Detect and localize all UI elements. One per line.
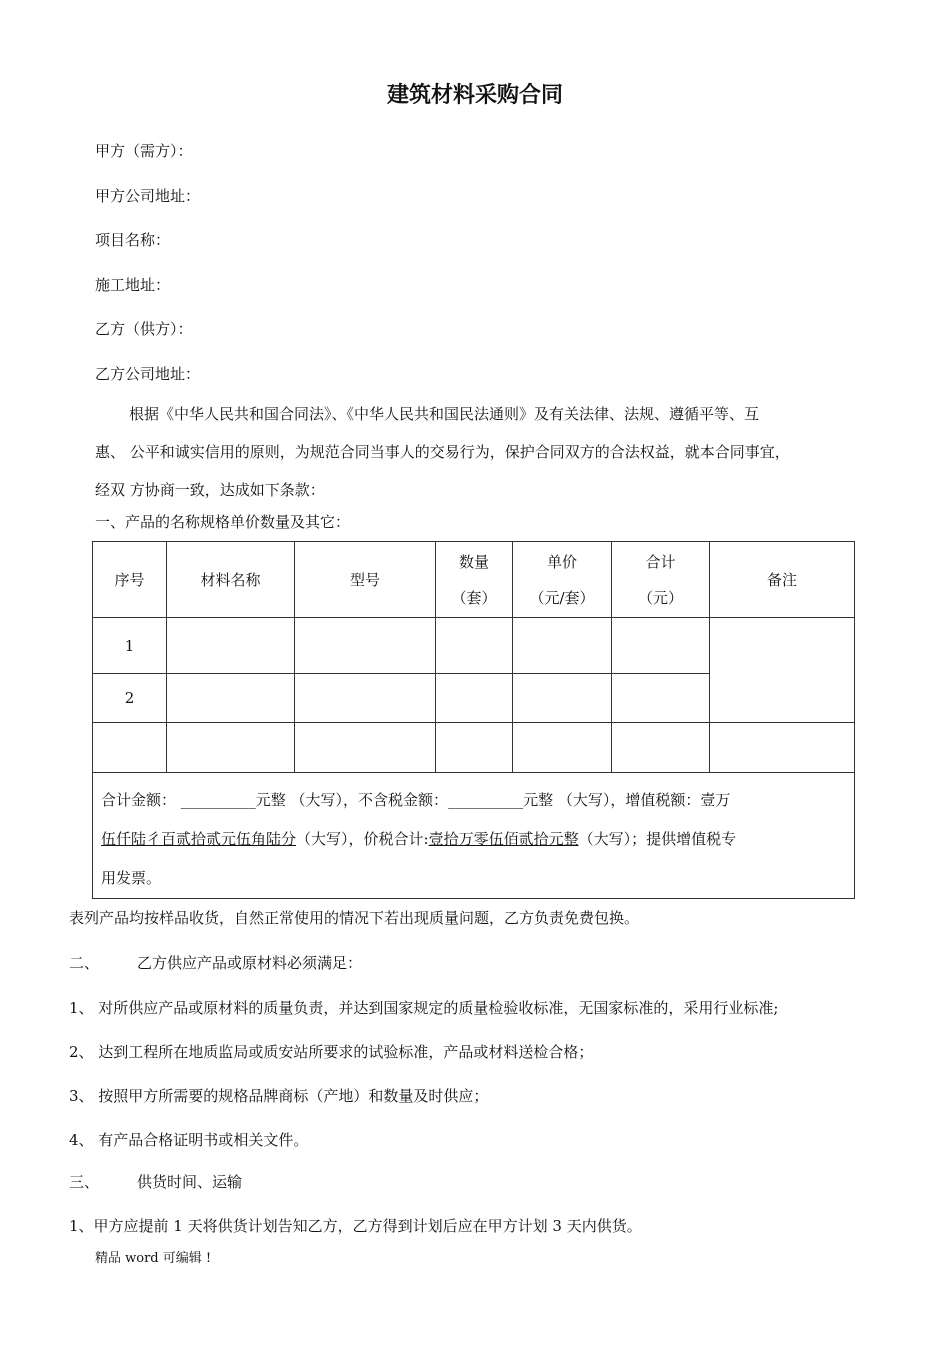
party-a-field: 甲方（需方）： (95, 142, 193, 160)
section-3-number: 三、 (69, 1173, 100, 1191)
project-name-field: 项目名称： (95, 231, 171, 249)
cell-model (295, 674, 436, 723)
site-address-field: 施工地址： (95, 276, 171, 294)
party-a-address-field: 甲方公司地址： (95, 187, 201, 205)
cell-quantity (436, 674, 513, 723)
header-quantity-unit: （套） (451, 588, 497, 607)
section-2-number: 二、 (69, 954, 100, 972)
document-title: 建筑材料采购合同 (386, 82, 563, 108)
table-summary-row (93, 773, 855, 899)
cell-total (612, 674, 710, 723)
row-seq: 1 (93, 618, 167, 674)
cell-model (295, 618, 436, 674)
vat-amount-value: 伍仟陆彳百贰拾贰元伍角陆分 (101, 830, 297, 848)
cell-quantity (436, 723, 513, 773)
cell-quantity (436, 618, 513, 674)
after-table-note: 表列产品均按样品收货，自然正常使用的情况下若出现质量问题，乙方负责免费包换。 (69, 909, 640, 927)
materials-table (92, 541, 855, 899)
section-2-item: 3、 按照甲方所需要的规格品牌商标（产地）和数量及时供应； (69, 1087, 489, 1105)
header-unit-price-label: 单价 (546, 552, 577, 571)
header-total-unit: （元） (637, 588, 683, 607)
cell-material (167, 723, 295, 773)
party-b-field: 乙方（供方）： (95, 320, 193, 338)
row-seq (93, 723, 167, 773)
cell-unit-price (513, 723, 612, 773)
party-b-address-field: 乙方公司地址： (95, 365, 201, 383)
total-amount-blank: __________ (180, 791, 256, 809)
cell-model (295, 723, 436, 773)
cell-remark (710, 723, 855, 773)
total-amount-label: 合计金额： (101, 791, 181, 809)
row-seq: 2 (93, 674, 167, 723)
header-total (612, 542, 710, 618)
table-row (93, 618, 855, 674)
intro-paragraph (95, 395, 895, 509)
invoice-note: （大写）；提供增值税专 (578, 830, 737, 848)
cell-total (612, 618, 710, 674)
header-seq: 序号 (93, 542, 167, 618)
pre-tax-amount-label: 元整 （大写），不含税金额： (255, 791, 449, 809)
cell-material (167, 618, 295, 674)
section-3-title: 供货时间、运输 (137, 1173, 243, 1191)
header-unit-price (513, 542, 612, 618)
header-quantity-label: 数量 (458, 552, 489, 571)
header-total-label: 合计 (645, 552, 676, 571)
summary-line-1 (101, 781, 846, 820)
header-model: 型号 (295, 542, 436, 618)
vat-amount-label: 元整 （大写），增值税额：壹万 (523, 791, 731, 809)
cell-material (167, 674, 295, 723)
summary-line-3: 用发票。 (101, 869, 162, 887)
section-2-title: 乙方供应产品或原材料必须满足： (137, 954, 363, 972)
section-2-item: 4、 有产品合格证明书或相关文件。 (69, 1131, 309, 1149)
footer-note: 精品 word 可编辑 ! (95, 1251, 212, 1266)
section-2-item: 1、 对所供应产品或原材料的质量负责，并达到国家规定的质量检验收标准，无国家标准的，采用行业标准; (69, 999, 779, 1017)
section-2-item: 2、 达到工程所在地质监局或质安站所要求的试验标准，产品或材料送检合格； (69, 1043, 594, 1061)
table-row (93, 723, 855, 773)
tax-inclusive-total-label: （大写），价税合计: (296, 830, 429, 848)
pre-tax-amount-blank: __________ (448, 791, 524, 809)
cell-unit-price (513, 618, 612, 674)
cell-unit-price (513, 674, 612, 723)
header-material: 材料名称 (167, 542, 295, 618)
intro-line: 经双 方协商一致，达成如下条款： (95, 481, 325, 499)
header-unit-price-unit: （元/套） (529, 588, 595, 607)
intro-line: 根据《中华人民共和国合同法》、《中华人民共和国民法通则》及有关法律、法规、遵循平等、互 (129, 405, 760, 423)
section-1-title: 一、产品的名称规格单价数量及其它： (95, 513, 351, 531)
header-remark: 备注 (710, 542, 855, 618)
section-3-item: 1、甲方应提前 1 天将供货计划告知乙方，乙方得到计划后应在甲方计划 3 天内供货。 (69, 1217, 642, 1235)
table-header-row (93, 542, 855, 618)
tax-inclusive-total-value: 壹拾万零伍佰贰拾元整 (428, 830, 579, 848)
summary-line-2 (101, 820, 846, 859)
cell-total (612, 723, 710, 773)
summary-cell (93, 773, 855, 899)
intro-line: 惠、 公平和诚实信用的原则，为规范合同当事人的交易行为，保护合同双方的合法权益，就本合同事宜， (95, 443, 790, 461)
header-quantity (436, 542, 513, 618)
cell-remark (710, 618, 855, 723)
